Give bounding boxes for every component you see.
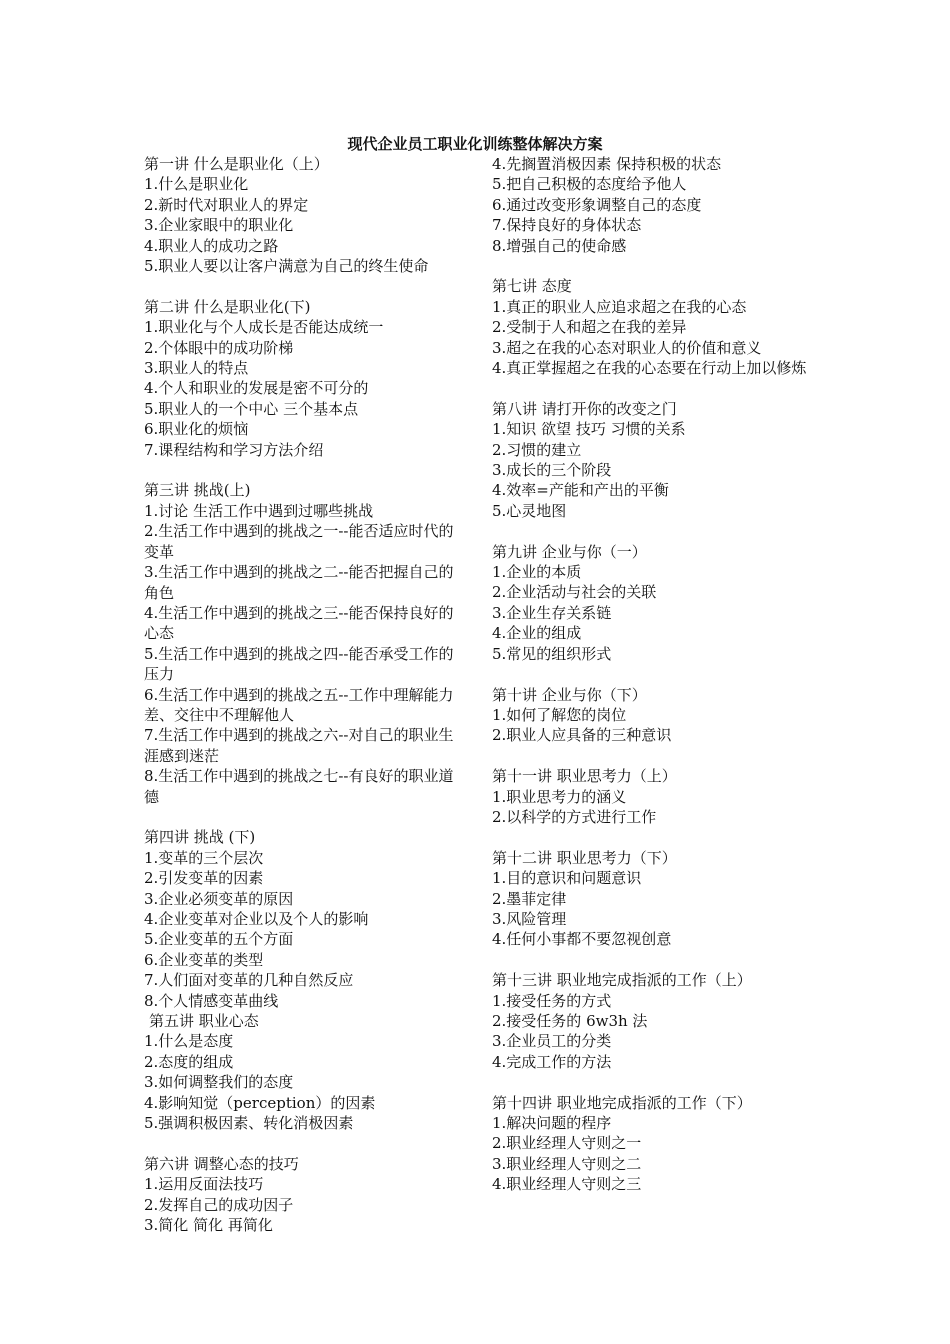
lecture-item: 7.生活工作中遇到的挑战之六--对自己的职业生涯感到迷茫: [144, 726, 454, 765]
lecture-item: 2.受制于人和超之在我的差异: [492, 318, 687, 337]
lecture-item: 5.企业变革的五个方面: [144, 930, 294, 949]
lecture-heading: 第七讲 态度: [492, 277, 572, 296]
lecture-item: 4.企业的组成: [492, 624, 582, 643]
blank-line: [492, 256, 812, 276]
lecture-item: 6.职业化的烦恼: [144, 420, 249, 439]
lecture-item: 1.变革的三个层次: [144, 848, 264, 867]
lecture-item: 6.生活工作中遇到的挑战之五--工作中理解能力差、交往中不理解他人: [144, 685, 454, 724]
lecture-item: 4.企业变革对企业以及个人的影响: [144, 909, 369, 928]
lecture-item: 5.把自己积极的态度给予他人: [492, 175, 687, 194]
lecture-item: 1.职业化与个人成长是否能达成统一: [144, 318, 384, 337]
lecture-item: 2.以科学的方式进行工作: [492, 807, 657, 826]
lecture-item: 3.风险管理: [492, 909, 567, 928]
blank-line: [144, 807, 466, 827]
lecture-item: 4.真正掌握超之在我的心态要在行动上加以修炼: [492, 359, 807, 378]
lecture-item: 4.个人和职业的发展是密不可分的: [144, 379, 369, 398]
lecture-item: 4.任何小事都不要忽视创意: [492, 930, 672, 949]
lecture-item: 2.职业人应具备的三种意识: [492, 726, 672, 745]
blank-line: [492, 827, 812, 847]
lecture-item: 1.目的意识和问题意识: [492, 869, 642, 888]
lecture-item: 1.真正的职业人应追求超之在我的心态: [492, 297, 747, 316]
lecture-item: 2.习惯的建立: [492, 440, 582, 459]
blank-line: [492, 378, 812, 398]
lecture-heading: 第六讲 调整心态的技巧: [144, 1154, 299, 1173]
lecture-item: 7.课程结构和学习方法介绍: [144, 440, 324, 459]
lecture-item: 2.发挥自己的成功因子: [144, 1195, 294, 1214]
lecture-item: 8.个人情感变革曲线: [144, 991, 279, 1010]
lecture-item: 5.职业人的一个中心 三个基本点: [144, 399, 359, 418]
lecture-item: 1.运用反面法技巧: [144, 1175, 264, 1194]
lecture-item: 3.简化 简化 再简化: [144, 1216, 273, 1235]
lecture-item: 3.生活工作中遇到的挑战之二--能否把握自己的角色: [144, 563, 454, 602]
lecture-item: 2.态度的组成: [144, 1052, 234, 1071]
lecture-item: 2.生活工作中遇到的挑战之一--能否适应时代的变革: [144, 522, 454, 561]
lecture-item: 3.企业必须变革的原因: [144, 889, 294, 908]
lecture-item: 6.企业变革的类型: [144, 950, 264, 969]
lecture-item: 3.成长的三个阶段: [492, 461, 612, 480]
lecture-item: 3.如何调整我们的态度: [144, 1073, 294, 1092]
lecture-heading: 第十三讲 职业地完成指派的工作（上）: [492, 971, 752, 990]
lecture-item: 5.强调积极因素、转化消极因素: [144, 1114, 354, 1133]
blank-line: [144, 276, 466, 296]
lecture-item: 6.通过改变形象调整自己的态度: [492, 195, 702, 214]
lecture-item: 3.超之在我的心态对职业人的价值和意义: [492, 338, 762, 357]
lecture-item: 2.墨菲定律: [492, 889, 567, 908]
lecture-item: 2.职业经理人守则之一: [492, 1134, 642, 1153]
lecture-heading: 第十讲 企业与你（下）: [492, 685, 647, 704]
lecture-heading: 第三讲 挑战(上): [144, 481, 251, 500]
lecture-item: 7.保持良好的身体状态: [492, 216, 642, 235]
lecture-heading: 第十二讲 职业思考力（下）: [492, 848, 677, 867]
blank-line: [492, 664, 812, 684]
lecture-item: 3.职业经理人守则之二: [492, 1154, 642, 1173]
lecture-heading: 第五讲 职业心态: [149, 1012, 259, 1031]
lecture-item: 4.生活工作中遇到的挑战之三--能否保持良好的心态: [144, 603, 454, 643]
lecture-item: 1.知识 欲望 技巧 习惯的关系: [492, 420, 686, 439]
lecture-item: 1.职业思考力的涵义: [492, 787, 627, 806]
lecture-item: 5.心灵地图: [492, 501, 567, 520]
document-title: 现代企业员工职业化训练整体解决方案: [347, 135, 603, 153]
lecture-item: 1.如何了解您的岗位: [492, 705, 627, 724]
left-column: [144, 154, 466, 1235]
lecture-item: 4.影响知觉（perception）的因素: [144, 1093, 376, 1112]
lecture-heading: 第四讲 挑战 (下): [144, 828, 256, 847]
lecture-item: 8.增强自己的使命感: [492, 236, 627, 255]
lecture-item: 2.个体眼中的成功阶梯: [144, 338, 294, 357]
lecture-item: 1.接受任务的方式: [492, 991, 612, 1010]
lecture-item: 5.职业人要以让客户满意为自己的终生使命: [144, 257, 429, 276]
lecture-item: 4.职业人的成功之路: [144, 236, 279, 255]
lecture-item: 3.企业生存关系链: [492, 603, 612, 622]
lecture-item: 2.新时代对职业人的界定: [144, 195, 309, 214]
blank-line: [144, 1133, 466, 1153]
lecture-item: 8.生活工作中遇到的挑战之七--有良好的职业道德: [144, 767, 454, 806]
lecture-item: 2.企业活动与社会的关联: [492, 583, 657, 602]
right-column: [492, 154, 812, 1195]
blank-line: [492, 950, 812, 970]
lecture-item: 5.生活工作中遇到的挑战之四--能否承受工作的压力: [144, 644, 454, 684]
lecture-heading: 第十一讲 职业思考力（上）: [492, 767, 677, 786]
blank-line: [492, 1072, 812, 1092]
lecture-item: 7.人们面对变革的几种自然反应: [144, 971, 354, 990]
lecture-heading: 第八讲 请打开你的改变之门: [492, 399, 677, 418]
lecture-item: 2.引发变革的因素: [144, 869, 264, 888]
lecture-item: 4.先搁置消极因素 保持积极的状态: [492, 155, 722, 173]
lecture-item: 1.企业的本质: [492, 563, 582, 582]
lecture-item: 1.解决问题的程序: [492, 1113, 612, 1132]
lecture-item: 4.职业经理人守则之三: [492, 1175, 642, 1194]
lecture-heading: 第十四讲 职业地完成指派的工作（下）: [492, 1093, 752, 1112]
blank-line: [144, 460, 466, 480]
lecture-item: 1.什么是职业化: [144, 175, 249, 194]
lecture-item: 2.接受任务的 6w3h 法: [492, 1011, 648, 1030]
lecture-item: 4.完成工作的方法: [492, 1052, 612, 1071]
lecture-heading: 第二讲 什么是职业化(下): [144, 297, 311, 316]
lecture-heading: 第九讲 企业与你（一）: [492, 542, 647, 561]
lecture-item: 1.讨论 生活工作中遇到过哪些挑战: [144, 501, 374, 520]
lecture-item: 3.职业人的特点: [144, 359, 249, 378]
lecture-heading: 第一讲 什么是职业化（上）: [144, 155, 329, 173]
lecture-item: 5.常见的组织形式: [492, 644, 612, 663]
lecture-item: 3.企业员工的分类: [492, 1032, 612, 1051]
blank-line: [492, 521, 812, 541]
lecture-item: 4.效率=产能和产出的平衡: [492, 481, 669, 500]
lecture-item: 1.什么是态度: [144, 1032, 234, 1051]
lecture-item: 3.企业家眼中的职业化: [144, 216, 294, 235]
blank-line: [492, 746, 812, 766]
